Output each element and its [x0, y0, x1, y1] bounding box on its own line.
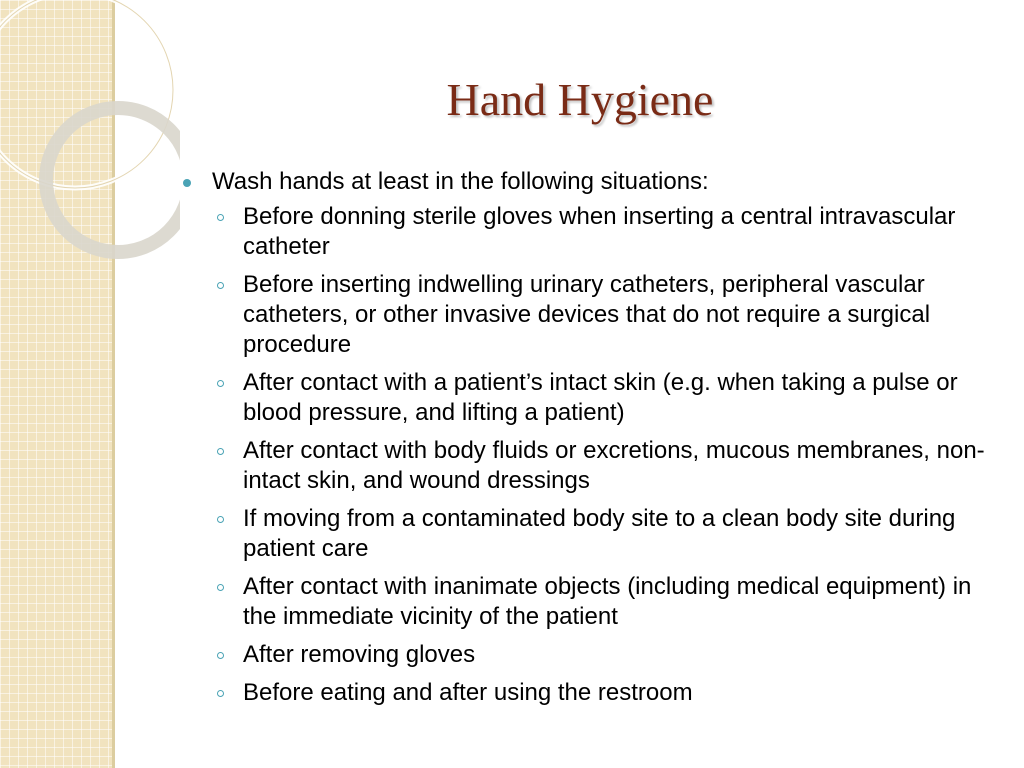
bullet-ring-icon [217, 380, 224, 387]
sub-list-item-text: Before inserting indwelling urinary catheters, peripheral vascular catheters, or other invasive devices that do not require a surgical procedure [243, 271, 931, 358]
list-item-text: Wash hands at least in the following situations: [212, 168, 709, 195]
sub-list-item [212, 202, 993, 262]
sub-bullet-list [212, 202, 993, 708]
bullet-ring-icon [217, 214, 224, 221]
sub-list-item-text: After contact with body fluids or excretions, mucous membranes, non-intact skin, and wound dressings [243, 437, 985, 494]
sub-list-item-text: Before donning sterile gloves when inserting a central intravascular catheter [243, 203, 956, 260]
sub-list-item-text: After contact with inanimate objects (including medical equipment) in the immediate vicinity of the patient [243, 573, 972, 630]
bullet-ring-icon [217, 690, 224, 697]
sub-list-item-text: After contact with a patient’s intact skin (e.g. when taking a pulse or blood pressure, and lifting a patient) [243, 369, 958, 426]
sub-list-item [212, 270, 993, 360]
sub-list-item [212, 436, 993, 496]
sub-list-item [212, 504, 993, 564]
bullet-ring-icon [217, 448, 224, 455]
sub-list-item-text: Before eating and after using the restroom [243, 679, 693, 706]
bullet-ring-icon [217, 652, 224, 659]
bullet-ring-icon [217, 584, 224, 591]
sub-list-item [212, 640, 993, 670]
sub-list-item [212, 368, 993, 428]
sub-list-item [212, 678, 993, 708]
decorative-rings [0, 0, 180, 260]
sub-list-item-text: If moving from a contaminated body site to a clean body site during patient care [243, 505, 956, 562]
large-ring-shape [0, 0, 173, 188]
bullet-dot-icon [183, 179, 191, 187]
bullet-ring-icon [217, 282, 224, 289]
bullet-ring-icon [217, 516, 224, 523]
sub-list-item [212, 572, 993, 632]
bullet-list [183, 166, 993, 708]
slide-title: Hand Hygiene [446, 74, 714, 125]
list-item [183, 166, 993, 708]
sub-list-item-text: After removing gloves [243, 641, 476, 668]
